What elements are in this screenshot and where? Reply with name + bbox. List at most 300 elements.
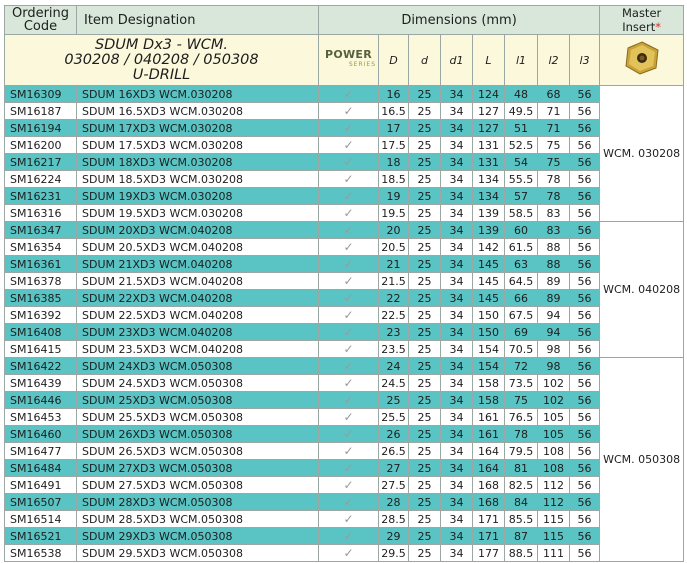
dim-l1-cell: 79.5 bbox=[505, 443, 538, 460]
dim-d-cell: 27.5 bbox=[379, 477, 409, 494]
dim-l2-cell: 83 bbox=[538, 222, 570, 239]
ordering-code-cell: SM16200 bbox=[5, 137, 77, 154]
dim-d-cell: 25 bbox=[409, 307, 441, 324]
dim-d-cell: 25 bbox=[409, 120, 441, 137]
dim-l3-cell: 56 bbox=[570, 307, 600, 324]
dim-l2-cell: 78 bbox=[538, 188, 570, 205]
power-series-check-icon: ✓ bbox=[319, 528, 379, 545]
insert-image-cell bbox=[600, 35, 684, 86]
dim-d1-cell: 34 bbox=[441, 120, 473, 137]
dim-d-cell: 18.5 bbox=[379, 171, 409, 188]
ordering-code-cell: SM16194 bbox=[5, 120, 77, 137]
dim-l3-cell: 56 bbox=[570, 324, 600, 341]
table-row bbox=[5, 239, 684, 256]
ordering-code-cell: SM16378 bbox=[5, 273, 77, 290]
power-series-check-icon: ✓ bbox=[319, 358, 379, 375]
dim-d-cell: 28 bbox=[379, 494, 409, 511]
item-designation-header: Item Designation bbox=[77, 6, 319, 35]
dim-l3-cell: 56 bbox=[570, 375, 600, 392]
dim-l2-cell: 105 bbox=[538, 409, 570, 426]
dim-l2-cell: 89 bbox=[538, 273, 570, 290]
table-row bbox=[5, 256, 684, 273]
dim-l1-cell: 57 bbox=[505, 188, 538, 205]
table-row bbox=[5, 324, 684, 341]
series-title-line2: 030208 / 040208 / 050308 bbox=[64, 51, 259, 68]
ordering-code-cell: SM16361 bbox=[5, 256, 77, 273]
table-row bbox=[5, 171, 684, 188]
dim-l2-cell: 112 bbox=[538, 477, 570, 494]
table-row bbox=[5, 188, 684, 205]
dim-d-cell: 25 bbox=[409, 375, 441, 392]
dim-l-cell: 161 bbox=[473, 409, 505, 426]
ordering-code-cell: SM16231 bbox=[5, 188, 77, 205]
dim-d-cell: 19.5 bbox=[379, 205, 409, 222]
series-title-line1: SDUM Dx3 - WCM. bbox=[94, 36, 229, 53]
dim-d1-cell: 34 bbox=[441, 290, 473, 307]
dim-d-cell: 23 bbox=[379, 324, 409, 341]
ordering-code-cell: SM16347 bbox=[5, 222, 77, 239]
power-series-check-icon: ✓ bbox=[319, 222, 379, 239]
power-series-check-icon: ✓ bbox=[319, 477, 379, 494]
dim-l3-cell: 56 bbox=[570, 171, 600, 188]
dim-l3-cell: 56 bbox=[570, 341, 600, 358]
dim-l2-cell: 108 bbox=[538, 460, 570, 477]
table-row bbox=[5, 120, 684, 137]
dim-d-cell: 25 bbox=[409, 409, 441, 426]
dim-d1-cell: 34 bbox=[441, 494, 473, 511]
table-row bbox=[5, 341, 684, 358]
dim-l2-cell: 94 bbox=[538, 324, 570, 341]
dim-d-cell: 25 bbox=[409, 324, 441, 341]
dim-l-cell: 150 bbox=[473, 324, 505, 341]
dim-l-cell: 127 bbox=[473, 103, 505, 120]
power-logo-mark bbox=[319, 50, 378, 70]
dim-d-cell: 25.5 bbox=[379, 409, 409, 426]
dim-d-cell: 25 bbox=[409, 426, 441, 443]
dim-l3-cell: 56 bbox=[570, 273, 600, 290]
item-designation-cell: SDUM 29XD3 WCM.050308 bbox=[77, 528, 319, 545]
dim-l3-cell: 56 bbox=[570, 460, 600, 477]
dim-l2-cell: 78 bbox=[538, 171, 570, 188]
dim-l1-cell: 52.5 bbox=[505, 137, 538, 154]
table-row bbox=[5, 103, 684, 120]
ordering-code-cell: SM16408 bbox=[5, 324, 77, 341]
dim-l-cell: 171 bbox=[473, 528, 505, 545]
dim-d1-cell: 34 bbox=[441, 154, 473, 171]
ordering-code-cell: SM16521 bbox=[5, 528, 77, 545]
table-row bbox=[5, 290, 684, 307]
dim-l3-cell: 56 bbox=[570, 205, 600, 222]
dim-d-cell: 16.5 bbox=[379, 103, 409, 120]
dim-l1-cell: 70.5 bbox=[505, 341, 538, 358]
table-row bbox=[5, 460, 684, 477]
dim-l2-cell: 98 bbox=[538, 341, 570, 358]
dim-l2-cell: 75 bbox=[538, 154, 570, 171]
dim-l3-cell: 56 bbox=[570, 392, 600, 409]
dim-l1-cell: 81 bbox=[505, 460, 538, 477]
dim-d-cell: 25 bbox=[409, 103, 441, 120]
power-series-check-icon: ✓ bbox=[319, 86, 379, 103]
dim-l1-cell: 87 bbox=[505, 528, 538, 545]
item-designation-cell: SDUM 24.5XD3 WCM.050308 bbox=[77, 375, 319, 392]
dim-d-cell: 17 bbox=[379, 120, 409, 137]
dim-l-cell: 145 bbox=[473, 256, 505, 273]
table-row bbox=[5, 358, 684, 375]
table-row bbox=[5, 494, 684, 511]
dim-l-cell: 177 bbox=[473, 545, 505, 562]
power-series-check-icon: ✓ bbox=[319, 290, 379, 307]
dim-d1-cell: 34 bbox=[441, 460, 473, 477]
power-series-logo bbox=[319, 35, 379, 86]
table-row bbox=[5, 137, 684, 154]
dim-d1-cell: 34 bbox=[441, 222, 473, 239]
ordering-code-header-line1: Ordering bbox=[11, 6, 70, 21]
power-series-check-icon: ✓ bbox=[319, 375, 379, 392]
dim-l1-cell: 82.5 bbox=[505, 477, 538, 494]
power-series-check-icon: ✓ bbox=[319, 307, 379, 324]
master-insert-header-line1: Master bbox=[621, 6, 662, 20]
dim-d-cell: 24.5 bbox=[379, 375, 409, 392]
dim-l1-cell: 63 bbox=[505, 256, 538, 273]
col-header-l1: l1 bbox=[505, 35, 538, 86]
power-series-check-icon: ✓ bbox=[319, 103, 379, 120]
table-row bbox=[5, 477, 684, 494]
dim-d-cell: 25 bbox=[409, 528, 441, 545]
dim-l3-cell: 56 bbox=[570, 426, 600, 443]
ordering-code-cell: SM16217 bbox=[5, 154, 77, 171]
dim-l1-cell: 55.5 bbox=[505, 171, 538, 188]
dim-l-cell: 168 bbox=[473, 494, 505, 511]
dim-l2-cell: 105 bbox=[538, 426, 570, 443]
dim-d-cell: 20.5 bbox=[379, 239, 409, 256]
dim-d-cell: 25 bbox=[409, 154, 441, 171]
dim-l1-cell: 58.5 bbox=[505, 205, 538, 222]
dim-l3-cell: 56 bbox=[570, 443, 600, 460]
dim-l-cell: 139 bbox=[473, 222, 505, 239]
dimensions-header: Dimensions (mm) bbox=[319, 6, 600, 35]
item-designation-cell: SDUM 17XD3 WCM.030208 bbox=[77, 120, 319, 137]
ordering-code-cell: SM16491 bbox=[5, 477, 77, 494]
dim-l3-cell: 56 bbox=[570, 528, 600, 545]
dim-l3-cell: 56 bbox=[570, 239, 600, 256]
dim-d-cell: 23.5 bbox=[379, 341, 409, 358]
dim-d-cell: 21.5 bbox=[379, 273, 409, 290]
dim-l2-cell: 88 bbox=[538, 239, 570, 256]
item-designation-cell: SDUM 24XD3 WCM.050308 bbox=[77, 358, 319, 375]
dim-d-cell: 25 bbox=[409, 171, 441, 188]
dim-l1-cell: 61.5 bbox=[505, 239, 538, 256]
table-row bbox=[5, 409, 684, 426]
dim-d-cell: 17.5 bbox=[379, 137, 409, 154]
product-table bbox=[4, 5, 684, 562]
dim-l2-cell: 102 bbox=[538, 375, 570, 392]
dim-d1-cell: 34 bbox=[441, 341, 473, 358]
dim-d1-cell: 34 bbox=[441, 426, 473, 443]
dim-d1-cell: 34 bbox=[441, 477, 473, 494]
dim-l-cell: 161 bbox=[473, 426, 505, 443]
dim-l3-cell: 56 bbox=[570, 86, 600, 103]
ordering-code-cell: SM16514 bbox=[5, 511, 77, 528]
item-designation-cell: SDUM 28XD3 WCM.050308 bbox=[77, 494, 319, 511]
dim-l2-cell: 98 bbox=[538, 358, 570, 375]
dim-d1-cell: 34 bbox=[441, 307, 473, 324]
ordering-code-header-line2: Code bbox=[23, 19, 58, 34]
power-series-check-icon: ✓ bbox=[319, 137, 379, 154]
dim-l2-cell: 68 bbox=[538, 86, 570, 103]
dim-l2-cell: 94 bbox=[538, 307, 570, 324]
power-series-check-icon: ✓ bbox=[319, 239, 379, 256]
dim-l-cell: 150 bbox=[473, 307, 505, 324]
dim-d-cell: 25 bbox=[409, 273, 441, 290]
series-title-line3: U-DRILL bbox=[132, 66, 191, 83]
item-designation-cell: SDUM 18.5XD3 WCM.030208 bbox=[77, 171, 319, 188]
ordering-code-cell: SM16507 bbox=[5, 494, 77, 511]
col-header-l3: l3 bbox=[570, 35, 600, 86]
dim-l2-cell: 111 bbox=[538, 545, 570, 562]
dim-l3-cell: 56 bbox=[570, 120, 600, 137]
dim-d-cell: 25 bbox=[409, 494, 441, 511]
series-title bbox=[5, 35, 319, 86]
dim-l2-cell: 71 bbox=[538, 120, 570, 137]
dim-l1-cell: 75 bbox=[505, 392, 538, 409]
dim-d-cell: 21 bbox=[379, 256, 409, 273]
dim-l-cell: 171 bbox=[473, 511, 505, 528]
power-series-check-icon: ✓ bbox=[319, 171, 379, 188]
master-insert-group-label: WCM. 050308 bbox=[600, 358, 684, 562]
dim-d1-cell: 34 bbox=[441, 324, 473, 341]
dim-l1-cell: 48 bbox=[505, 86, 538, 103]
dim-d-cell: 25 bbox=[409, 86, 441, 103]
table-row bbox=[5, 154, 684, 171]
table-row bbox=[5, 392, 684, 409]
dim-l1-cell: 54 bbox=[505, 154, 538, 171]
power-series-check-icon: ✓ bbox=[319, 154, 379, 171]
dim-l3-cell: 56 bbox=[570, 545, 600, 562]
dim-d1-cell: 34 bbox=[441, 358, 473, 375]
dim-d-cell: 16 bbox=[379, 86, 409, 103]
dim-l2-cell: 75 bbox=[538, 137, 570, 154]
dim-l-cell: 158 bbox=[473, 375, 505, 392]
item-designation-cell: SDUM 16XD3 WCM.030208 bbox=[77, 86, 319, 103]
dim-l3-cell: 56 bbox=[570, 477, 600, 494]
dim-l3-cell: 56 bbox=[570, 511, 600, 528]
item-designation-cell: SDUM 28.5XD3 WCM.050308 bbox=[77, 511, 319, 528]
col-header-d: d bbox=[409, 35, 441, 86]
ordering-code-cell: SM16309 bbox=[5, 86, 77, 103]
dim-l2-cell: 71 bbox=[538, 103, 570, 120]
dim-l1-cell: 67.5 bbox=[505, 307, 538, 324]
dim-d-cell: 29.5 bbox=[379, 545, 409, 562]
dim-l-cell: 145 bbox=[473, 290, 505, 307]
ordering-code-cell: SM16354 bbox=[5, 239, 77, 256]
dim-l3-cell: 56 bbox=[570, 256, 600, 273]
dim-l3-cell: 56 bbox=[570, 137, 600, 154]
item-designation-cell: SDUM 26.5XD3 WCM.050308 bbox=[77, 443, 319, 460]
power-series-check-icon: ✓ bbox=[319, 273, 379, 290]
dim-d-cell: 25 bbox=[409, 341, 441, 358]
dim-d1-cell: 34 bbox=[441, 205, 473, 222]
dim-d-cell: 25 bbox=[409, 460, 441, 477]
dim-l3-cell: 56 bbox=[570, 358, 600, 375]
dim-d-cell: 25 bbox=[409, 545, 441, 562]
dim-l3-cell: 56 bbox=[570, 494, 600, 511]
master-insert-group-label: WCM. 030208 bbox=[600, 86, 684, 222]
table-row bbox=[5, 528, 684, 545]
dim-d1-cell: 34 bbox=[441, 256, 473, 273]
table-row bbox=[5, 443, 684, 460]
dim-l2-cell: 89 bbox=[538, 290, 570, 307]
table-row bbox=[5, 205, 684, 222]
power-logo-text: POWER bbox=[324, 48, 373, 61]
dim-d1-cell: 34 bbox=[441, 273, 473, 290]
dim-l2-cell: 115 bbox=[538, 528, 570, 545]
item-designation-cell: SDUM 19.5XD3 WCM.030208 bbox=[77, 205, 319, 222]
dim-d-cell: 25 bbox=[409, 239, 441, 256]
dim-d1-cell: 34 bbox=[441, 103, 473, 120]
power-logo-subtext: SERIES bbox=[348, 61, 376, 68]
dim-l1-cell: 60 bbox=[505, 222, 538, 239]
ordering-code-cell: SM16446 bbox=[5, 392, 77, 409]
dim-l2-cell: 102 bbox=[538, 392, 570, 409]
dim-l-cell: 131 bbox=[473, 137, 505, 154]
item-designation-cell: SDUM 22XD3 WCM.040208 bbox=[77, 290, 319, 307]
ordering-code-cell: SM16439 bbox=[5, 375, 77, 392]
dim-l2-cell: 108 bbox=[538, 443, 570, 460]
dim-d-cell: 25 bbox=[409, 205, 441, 222]
dim-l1-cell: 78 bbox=[505, 426, 538, 443]
dim-d-cell: 19 bbox=[379, 188, 409, 205]
table-row bbox=[5, 375, 684, 392]
item-designation-cell: SDUM 18XD3 WCM.030208 bbox=[77, 154, 319, 171]
dim-d-cell: 29 bbox=[379, 528, 409, 545]
power-series-check-icon: ✓ bbox=[319, 409, 379, 426]
dim-d-cell: 22.5 bbox=[379, 307, 409, 324]
ordering-code-cell: SM16385 bbox=[5, 290, 77, 307]
dim-l-cell: 127 bbox=[473, 120, 505, 137]
item-designation-cell: SDUM 27XD3 WCM.050308 bbox=[77, 460, 319, 477]
power-series-check-icon: ✓ bbox=[319, 511, 379, 528]
dim-l1-cell: 49.5 bbox=[505, 103, 538, 120]
dim-l1-cell: 76.5 bbox=[505, 409, 538, 426]
dim-l1-cell: 64.5 bbox=[505, 273, 538, 290]
dim-l2-cell: 83 bbox=[538, 205, 570, 222]
dim-d1-cell: 34 bbox=[441, 171, 473, 188]
power-series-check-icon: ✓ bbox=[319, 443, 379, 460]
dim-d-cell: 25 bbox=[409, 443, 441, 460]
col-header-d1: d1 bbox=[441, 35, 473, 86]
dim-l-cell: 164 bbox=[473, 443, 505, 460]
dim-d1-cell: 34 bbox=[441, 511, 473, 528]
dim-l1-cell: 72 bbox=[505, 358, 538, 375]
dim-d-cell: 18 bbox=[379, 154, 409, 171]
dim-d-cell: 25 bbox=[409, 222, 441, 239]
ordering-code-cell: SM16392 bbox=[5, 307, 77, 324]
dim-l3-cell: 56 bbox=[570, 222, 600, 239]
dim-l1-cell: 69 bbox=[505, 324, 538, 341]
dim-l1-cell: 66 bbox=[505, 290, 538, 307]
power-series-check-icon: ✓ bbox=[319, 256, 379, 273]
ordering-code-cell: SM16477 bbox=[5, 443, 77, 460]
table-row bbox=[5, 222, 684, 239]
power-series-check-icon: ✓ bbox=[319, 188, 379, 205]
ordering-code-cell: SM16422 bbox=[5, 358, 77, 375]
power-series-check-icon: ✓ bbox=[319, 494, 379, 511]
dim-l-cell: 142 bbox=[473, 239, 505, 256]
item-designation-cell: SDUM 19XD3 WCM.030208 bbox=[77, 188, 319, 205]
col-header-D: D bbox=[379, 35, 409, 86]
dim-d-cell: 25 bbox=[409, 137, 441, 154]
dim-l3-cell: 56 bbox=[570, 290, 600, 307]
table-row bbox=[5, 273, 684, 290]
dim-d-cell: 20 bbox=[379, 222, 409, 239]
item-designation-cell: SDUM 27.5XD3 WCM.050308 bbox=[77, 477, 319, 494]
dim-l3-cell: 56 bbox=[570, 409, 600, 426]
dim-d-cell: 26.5 bbox=[379, 443, 409, 460]
dim-d-cell: 25 bbox=[409, 358, 441, 375]
master-insert-header bbox=[600, 6, 684, 35]
dim-l-cell: 124 bbox=[473, 86, 505, 103]
wcm-insert-icon bbox=[620, 38, 664, 78]
dim-d1-cell: 34 bbox=[441, 545, 473, 562]
ordering-code-cell: SM16224 bbox=[5, 171, 77, 188]
dim-l1-cell: 88.5 bbox=[505, 545, 538, 562]
dim-l-cell: 154 bbox=[473, 358, 505, 375]
dim-d1-cell: 34 bbox=[441, 392, 473, 409]
dim-l3-cell: 56 bbox=[570, 103, 600, 120]
ordering-code-cell: SM16538 bbox=[5, 545, 77, 562]
table-row bbox=[5, 511, 684, 528]
item-designation-cell: SDUM 25XD3 WCM.050308 bbox=[77, 392, 319, 409]
table-row bbox=[5, 545, 684, 562]
dim-d1-cell: 34 bbox=[441, 239, 473, 256]
dim-l1-cell: 85.5 bbox=[505, 511, 538, 528]
ordering-code-cell: SM16453 bbox=[5, 409, 77, 426]
dim-d1-cell: 34 bbox=[441, 443, 473, 460]
dim-l-cell: 154 bbox=[473, 341, 505, 358]
item-designation-cell: SDUM 23.5XD3 WCM.040208 bbox=[77, 341, 319, 358]
product-rows bbox=[5, 86, 684, 562]
dim-l-cell: 139 bbox=[473, 205, 505, 222]
item-designation-cell: SDUM 25.5XD3 WCM.050308 bbox=[77, 409, 319, 426]
item-designation-cell: SDUM 17.5XD3 WCM.030208 bbox=[77, 137, 319, 154]
dim-l2-cell: 112 bbox=[538, 494, 570, 511]
dim-d-cell: 25 bbox=[409, 392, 441, 409]
power-series-check-icon: ✓ bbox=[319, 392, 379, 409]
dim-d-cell: 28.5 bbox=[379, 511, 409, 528]
dim-l-cell: 164 bbox=[473, 460, 505, 477]
dim-l-cell: 145 bbox=[473, 273, 505, 290]
dim-d-cell: 26 bbox=[379, 426, 409, 443]
ordering-code-header bbox=[5, 6, 77, 35]
power-series-check-icon: ✓ bbox=[319, 324, 379, 341]
power-series-check-icon: ✓ bbox=[319, 341, 379, 358]
product-table-container bbox=[4, 5, 683, 562]
item-designation-cell: SDUM 29.5XD3 WCM.050308 bbox=[77, 545, 319, 562]
master-insert-group-label: WCM. 040208 bbox=[600, 222, 684, 358]
dim-d1-cell: 34 bbox=[441, 137, 473, 154]
dim-l3-cell: 56 bbox=[570, 188, 600, 205]
col-header-l2: l2 bbox=[538, 35, 570, 86]
item-designation-cell: SDUM 20XD3 WCM.040208 bbox=[77, 222, 319, 239]
table-row bbox=[5, 86, 684, 103]
header-row bbox=[5, 6, 684, 35]
dim-l-cell: 168 bbox=[473, 477, 505, 494]
ordering-code-cell: SM16460 bbox=[5, 426, 77, 443]
dim-l1-cell: 73.5 bbox=[505, 375, 538, 392]
dim-l-cell: 134 bbox=[473, 188, 505, 205]
table-row bbox=[5, 307, 684, 324]
table-row bbox=[5, 426, 684, 443]
